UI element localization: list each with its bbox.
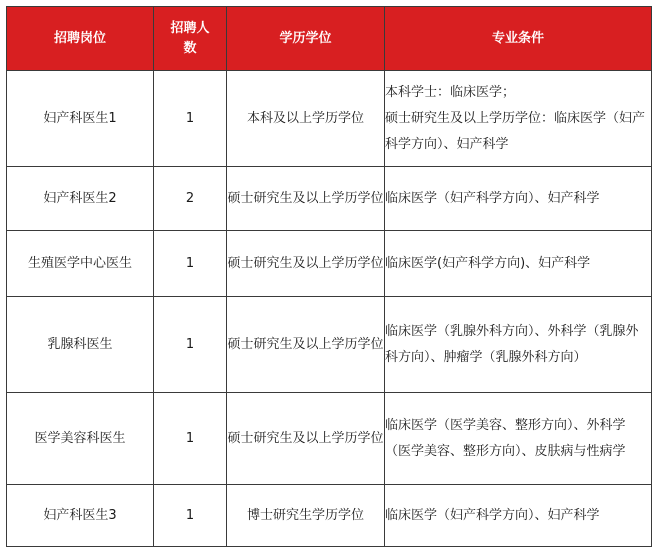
cell-position: 乳腺科医生 — [7, 297, 154, 393]
requirement-line: 硕士研究生及以上学历学位：临床医学（妇产科学方向）、妇产科学 — [385, 110, 646, 152]
cell-position: 妇产科医生2 — [7, 167, 154, 231]
header-count — [154, 7, 227, 71]
table-row — [7, 485, 652, 547]
table-row — [7, 231, 652, 297]
cell-position: 妇产科医生1 — [7, 71, 154, 167]
table-row — [7, 167, 652, 231]
requirement-line: 临床医学（乳腺外科方向）、外科学（乳腺外科方向）、肿瘤学（乳腺外科方向） — [385, 323, 639, 365]
requirement-line: 临床医学（医学美容、整形方向）、外科学（医学美容、整形方向）、皮肤病与性病学 — [385, 417, 626, 459]
header-degree: 学历学位 — [227, 7, 385, 71]
requirement-line: 临床医学(妇产科学方向)、妇产科学 — [385, 255, 591, 271]
cell-requirements — [385, 167, 652, 231]
header-position: 招聘岗位 — [7, 7, 154, 71]
cell-degree: 硕士研究生及以上学历学位 — [227, 393, 385, 485]
cell-degree: 硕士研究生及以上学历学位 — [227, 167, 385, 231]
recruitment-table — [6, 6, 652, 547]
header-count-label: 招聘人数 — [170, 20, 210, 56]
cell-requirements — [385, 393, 652, 485]
cell-count: 1 — [154, 231, 227, 297]
cell-count: 1 — [154, 485, 227, 547]
requirement-line: 临床医学（妇产科学方向）、妇产科学 — [385, 190, 600, 206]
cell-position: 医学美容科医生 — [7, 393, 154, 485]
table-row — [7, 71, 652, 167]
requirement-line: 临床医学（妇产科学方向）、妇产科学 — [385, 507, 600, 523]
cell-degree: 硕士研究生及以上学历学位 — [227, 231, 385, 297]
cell-position: 生殖医学中心医生 — [7, 231, 154, 297]
cell-degree: 硕士研究生及以上学历学位 — [227, 297, 385, 393]
cell-count: 2 — [154, 167, 227, 231]
cell-requirements — [385, 231, 652, 297]
cell-degree: 博士研究生学历学位 — [227, 485, 385, 547]
cell-requirements — [385, 485, 652, 547]
table-row — [7, 297, 652, 393]
requirement-line: 本科学士：临床医学； — [385, 84, 516, 100]
cell-requirements — [385, 71, 652, 167]
cell-count: 1 — [154, 297, 227, 393]
header-row — [7, 7, 652, 71]
cell-count: 1 — [154, 393, 227, 485]
cell-count: 1 — [154, 71, 227, 167]
cell-requirements — [385, 297, 652, 393]
cell-position: 妇产科医生3 — [7, 485, 154, 547]
header-requirements: 专业条件 — [385, 7, 652, 71]
table-row — [7, 393, 652, 485]
cell-degree: 本科及以上学历学位 — [227, 71, 385, 167]
